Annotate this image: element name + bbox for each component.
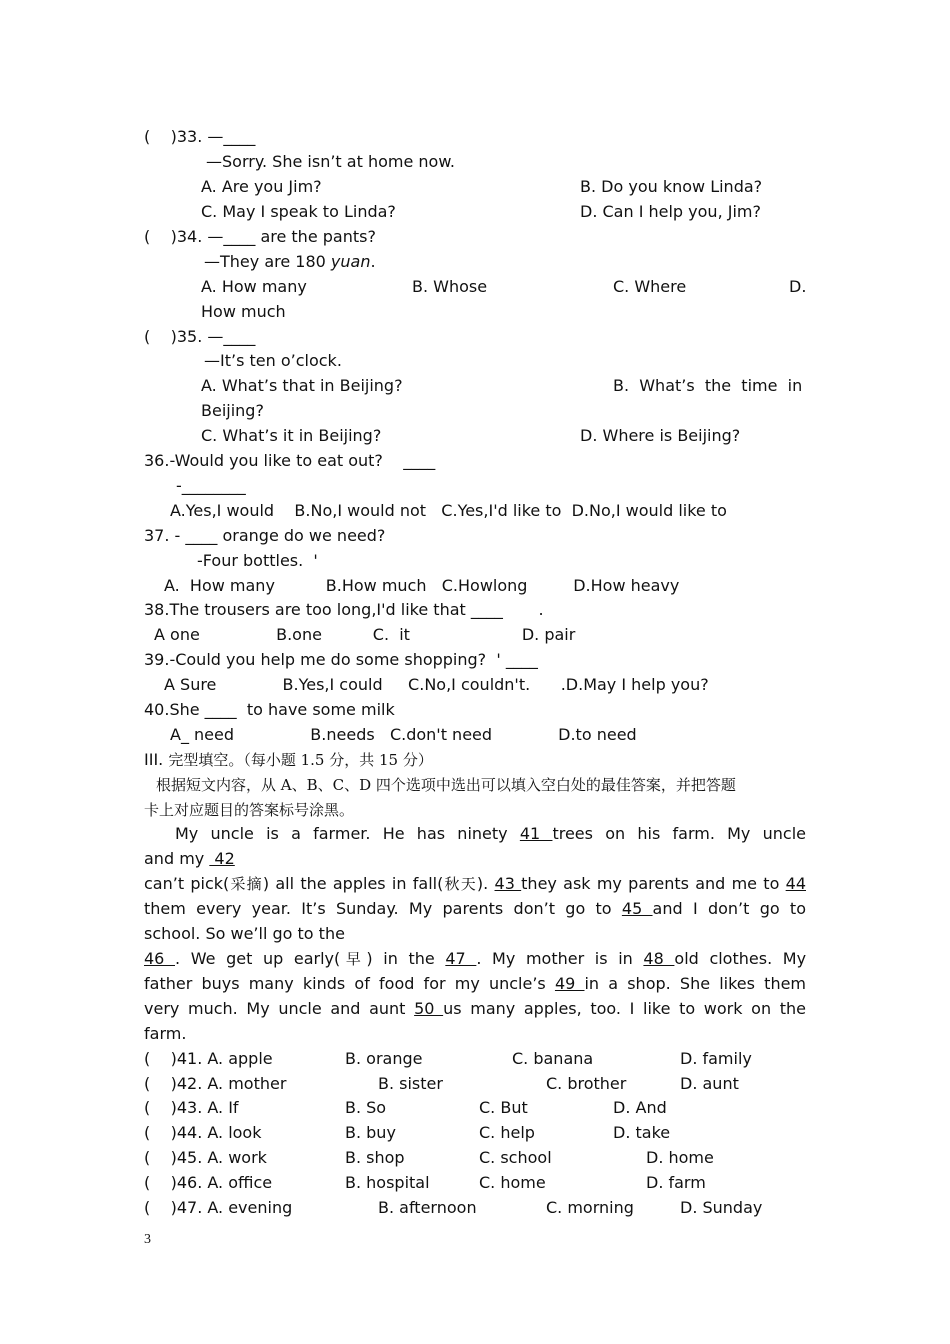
q34-stem: ( )34. —____ are the pants? (144, 227, 376, 246)
passage-text: father buys many kinds of food for my uncle’s (144, 974, 555, 993)
q47-stem: ( )47. A. evening (144, 1198, 293, 1217)
q36-reply: -________ (176, 476, 246, 495)
blank-45: 45 (621, 899, 653, 918)
q41-option-d: D. family (680, 1049, 752, 1068)
q43-option-d: D. And (613, 1098, 667, 1117)
q47-option-d: D. Sunday (680, 1198, 763, 1217)
q44-stem: ( )44. A. look (144, 1123, 262, 1142)
passage-text: very much. My uncle and aunt (144, 999, 415, 1018)
passage-text: can’t pick( (144, 874, 230, 893)
passage-text: trees on his farm. My uncle (552, 824, 806, 843)
q42-option-c: C. brother (546, 1074, 627, 1093)
q44-option-b: B. buy (345, 1123, 396, 1142)
q33-stem: ( )33. —____ (144, 127, 256, 146)
q40-options: A_ need B.needs C.don't need D.to need (170, 725, 637, 744)
q46-option-d: D. farm (646, 1173, 706, 1192)
q34-option-d: D. (789, 277, 807, 296)
passage-text-zh: 秋天 (443, 875, 477, 893)
q46-stem: ( )46. A. office (144, 1173, 273, 1192)
q45-option-b: B. shop (345, 1148, 405, 1167)
passage-text: . We get up early( (175, 949, 341, 968)
passage-line-5: school. So we’ll go to the (144, 924, 345, 943)
q42-option-d: D. aunt (680, 1074, 739, 1093)
passage-text: ). (476, 874, 495, 893)
section3-instruction-2: 卡上对应题目的答案标号涂黑。 (144, 801, 355, 819)
passage-text: . My mother is in (476, 949, 644, 968)
passage-text-zh: 早 (340, 950, 367, 968)
q37-stem: 37. - ____ orange do we need? (144, 526, 386, 545)
passage-text-zh: 采摘 (229, 875, 263, 893)
q37-options: A. How many B.How much C.Howlong D.How heavy (164, 576, 680, 595)
q43-option-c: C. But (479, 1098, 528, 1117)
q39-stem: 39.-Could you help me do some shopping? ' ____ (144, 650, 538, 669)
passage-text: and I don’t go to (652, 899, 806, 918)
q35-option-b: B. What’s the time in (613, 376, 803, 395)
q45-option-c: C. school (479, 1148, 552, 1167)
q38-stem: 38.The trousers are too long,I'd like that ____ . (144, 600, 544, 619)
passage-text: old clothes. My (674, 949, 807, 968)
q34-reply-em: yuan (330, 252, 371, 271)
page-number: 3 (144, 1232, 151, 1247)
blank-50: 50 (414, 999, 444, 1018)
passage-text: us many apples, too. I like to work on the (443, 999, 806, 1018)
q35-stem: ( )35. —____ (144, 327, 256, 346)
section3-heading-num: III. (144, 750, 169, 769)
passage-line-9: farm. (144, 1024, 187, 1043)
q46-option-b: B. hospital (345, 1173, 430, 1192)
q35-reply: —It’s ten o’clock. (204, 351, 342, 370)
passage-line-4 (144, 899, 806, 919)
passage-line-1 (175, 824, 806, 844)
q41-stem: ( )41. A. apple (144, 1049, 273, 1068)
q39-options: A Sure B.Yes,I could C.No,I couldn't. .D.May I help you? (164, 675, 709, 694)
blank-47: 47 (445, 949, 477, 968)
passage-text: ) all the apples in fall( (262, 874, 444, 893)
blank-44: 44 (785, 874, 806, 893)
blank-43: 43 (494, 874, 522, 893)
q41-option-c: C. banana (512, 1049, 594, 1068)
section3-heading-text: 完型填空。（每小题 1.5 分，共 15 分） (168, 751, 433, 769)
passage-line-6 (144, 949, 806, 969)
q35-option-d: D. Where is Beijing? (580, 426, 741, 445)
section3-heading (144, 750, 433, 770)
blank-48: 48 (643, 949, 675, 968)
blank-41: 41 (519, 824, 553, 843)
q47-option-b: B. afternoon (378, 1198, 477, 1217)
q35-option-a: A. What’s that in Beijing? (201, 376, 403, 395)
q41-option-b: B. orange (345, 1049, 423, 1068)
q33-reply: —Sorry. She isn’t at home now. (206, 152, 456, 171)
blank-49: 49 (554, 974, 585, 993)
section3-instruction-1: 根据短文内容，从 A、B、C、D 四个选项中选出可以填入空白处的最佳答案，并把答题 (156, 776, 736, 794)
passage-line-2 (144, 849, 235, 869)
q42-option-b: B. sister (378, 1074, 443, 1093)
q45-stem: ( )45. A. work (144, 1148, 267, 1167)
q42-stem: ( )42. A. mother (144, 1074, 287, 1093)
q34-reply-pre: —They are 180 (204, 252, 331, 271)
q37-reply: -Four bottles. ' (197, 551, 318, 570)
q45-option-d: D. home (646, 1148, 714, 1167)
q34-option-a: A. How many (201, 277, 307, 296)
blank-42: 42 (209, 849, 235, 868)
q33-option-b: B. Do you know Linda? (580, 177, 763, 196)
passage-text: and my (144, 849, 210, 868)
q36-stem: 36.-Would you like to eat out? ____ (144, 451, 436, 470)
q40-stem: 40.She ____ to have some milk (144, 700, 395, 719)
passage-line-3 (144, 874, 806, 894)
passage-line-7 (144, 974, 806, 994)
q34-reply-post: . (370, 252, 376, 271)
q46-option-c: C. home (479, 1173, 546, 1192)
q33-option-d: D. Can I help you, Jim? (580, 202, 761, 221)
q34-option-c: C. Where (613, 277, 687, 296)
q38-options: A one B.one C. it D. pair (154, 625, 576, 644)
passage-text: them every year. It’s Sunday. My parents don’t go to (144, 899, 622, 918)
q34-reply (204, 252, 376, 272)
passage-text: My uncle is a farmer. He has ninety (175, 824, 520, 843)
q33-option-a: A. Are you Jim? (201, 177, 322, 196)
q33-option-c: C. May I speak to Linda? (201, 202, 396, 221)
passage-line-8 (144, 999, 806, 1019)
blank-46: 46 (144, 949, 175, 968)
q43-option-b: B. So (345, 1098, 387, 1117)
q43-stem: ( )43. A. If (144, 1098, 239, 1117)
q34-option-d-cont: How much (201, 302, 286, 321)
q35-option-c: C. What’s it in Beijing? (201, 426, 382, 445)
q36-options: A.Yes,I would B.No,I would not C.Yes,I'd like to D.No,I would like to (170, 501, 727, 520)
q44-option-d: D. take (613, 1123, 671, 1142)
passage-text: in a shop. She likes them (584, 974, 807, 993)
q34-option-b: B. Whose (412, 277, 488, 296)
q47-option-c: C. morning (546, 1198, 634, 1217)
q35-option-b-cont: Beijing? (201, 401, 264, 420)
q44-option-c: C. help (479, 1123, 535, 1142)
passage-text: ) in the (366, 949, 446, 968)
passage-text: they ask my parents and me to (521, 874, 786, 893)
